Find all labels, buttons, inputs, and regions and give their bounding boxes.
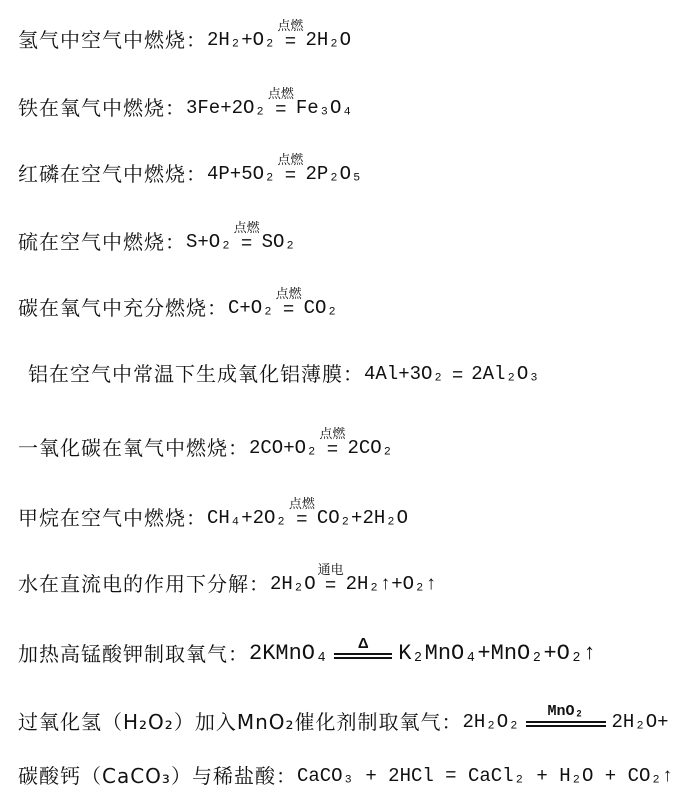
condition-label: 通电 bbox=[317, 563, 344, 578]
equals-sign: = bbox=[284, 165, 297, 187]
reaction-description: 红磷在空气中燃烧： bbox=[18, 162, 207, 186]
reactants: 2H₂O₂ bbox=[462, 711, 520, 733]
reactants: 2CO+O₂ bbox=[249, 437, 318, 459]
reactants: 4P+5O₂ bbox=[207, 163, 276, 185]
reaction-condition bbox=[318, 564, 344, 596]
equals-sign: = bbox=[284, 31, 297, 53]
reaction-condition bbox=[268, 88, 294, 120]
reactants: 2KMnO₄ bbox=[249, 641, 329, 666]
equals-sign: = bbox=[326, 439, 339, 461]
equation-line-11 bbox=[18, 694, 700, 734]
reactants: 3Fe+2O₂ bbox=[186, 97, 266, 119]
equals-bar-bottom bbox=[526, 725, 606, 727]
products: Fe₃O₄ bbox=[295, 97, 353, 119]
reaction-description: 加热高锰酸钾制取氧气： bbox=[18, 642, 249, 666]
equals-bar-top bbox=[334, 653, 392, 655]
equation-line-9 bbox=[18, 560, 700, 596]
reaction-description: 碳在氧气中充分燃烧： bbox=[18, 296, 228, 320]
reaction-description: 碳酸钙（CaCO₃）与稀盐酸： bbox=[18, 764, 297, 788]
reaction-description: 甲烷在空气中燃烧： bbox=[18, 506, 207, 530]
equation-line-6 bbox=[28, 350, 700, 386]
reaction-condition bbox=[319, 428, 345, 460]
equals-bar-bottom bbox=[334, 657, 392, 659]
reaction-description: 水在直流电的作用下分解： bbox=[18, 572, 270, 596]
condition-label: Δ bbox=[357, 635, 369, 652]
reaction-description: 铁在氧气中燃烧： bbox=[18, 96, 186, 120]
equation-line-7 bbox=[18, 424, 700, 460]
products: 2H₂O bbox=[305, 29, 352, 51]
equation-line-2 bbox=[18, 84, 700, 120]
reaction-condition bbox=[526, 704, 606, 728]
condition-label: 点燃 bbox=[267, 87, 294, 102]
reactants: 2H₂+O₂ bbox=[207, 29, 276, 51]
reaction-description: 硫在空气中燃烧： bbox=[18, 230, 186, 254]
equals-sign: = bbox=[296, 509, 308, 531]
reaction-condition bbox=[289, 498, 315, 530]
reaction-condition bbox=[277, 20, 303, 52]
reaction-description: 氢气中空气中燃烧： bbox=[18, 28, 207, 52]
reaction-description: 一氧化碳在氧气中燃烧： bbox=[18, 436, 249, 460]
equals-sign: = bbox=[275, 99, 287, 121]
reaction-condition bbox=[234, 222, 260, 254]
equation-line-8 bbox=[18, 494, 700, 530]
equation-line-4 bbox=[18, 218, 700, 254]
reaction-condition bbox=[276, 288, 302, 320]
condition-label: 点燃 bbox=[277, 19, 304, 34]
equals-sign: = bbox=[282, 299, 295, 321]
condition-label: MnO₂ bbox=[547, 703, 584, 720]
products: SO₂ bbox=[261, 231, 296, 253]
equals-bar-top bbox=[526, 721, 606, 723]
equation-line-5 bbox=[18, 284, 700, 320]
reaction-condition bbox=[334, 636, 392, 660]
products: 2P₂O₅ bbox=[305, 163, 363, 185]
products: 2H₂O+ bbox=[611, 711, 669, 733]
reaction-description: 过氧化氢（H₂O₂）加入MnO₂催化剂制取氧气： bbox=[18, 710, 463, 734]
condition-label: 点燃 bbox=[288, 497, 315, 512]
products: 2Al₂O₃ bbox=[471, 363, 540, 385]
products: 2H₂↑+O₂↑ bbox=[345, 573, 437, 595]
equation-line-3 bbox=[18, 150, 700, 186]
equals-sign: = bbox=[324, 575, 337, 597]
reactants: CH₄+2O₂ bbox=[207, 507, 287, 529]
equals-sign: = bbox=[451, 365, 464, 387]
reactants: 4Al+3O₂ bbox=[364, 363, 444, 385]
products: CO₂+2H₂O bbox=[316, 507, 409, 529]
products: CO₂ bbox=[303, 297, 338, 319]
condition-label: 点燃 bbox=[275, 287, 302, 302]
condition-label: 点燃 bbox=[277, 153, 304, 168]
products: K₂MnO₄+MnO₂+O₂↑ bbox=[398, 641, 597, 666]
reaction-condition bbox=[277, 154, 303, 186]
full-equation: CaCO₃ + 2HCl = CaCl₂ + H₂O + CO₂↑ bbox=[296, 765, 674, 787]
equals-sign: = bbox=[240, 233, 253, 255]
equation-line-1 bbox=[18, 16, 700, 52]
reactants: 2H₂O bbox=[270, 573, 316, 595]
equation-line-12 bbox=[18, 752, 700, 788]
condition-label: 点燃 bbox=[319, 427, 346, 442]
reaction-description: 铝在空气中常温下生成氧化铝薄膜： bbox=[28, 362, 364, 386]
reactants: C+O₂ bbox=[228, 297, 274, 319]
reactants: S+O₂ bbox=[186, 231, 232, 253]
equation-line-10 bbox=[18, 626, 700, 666]
condition-label: 点燃 bbox=[233, 221, 260, 236]
products: 2CO₂ bbox=[347, 437, 394, 459]
